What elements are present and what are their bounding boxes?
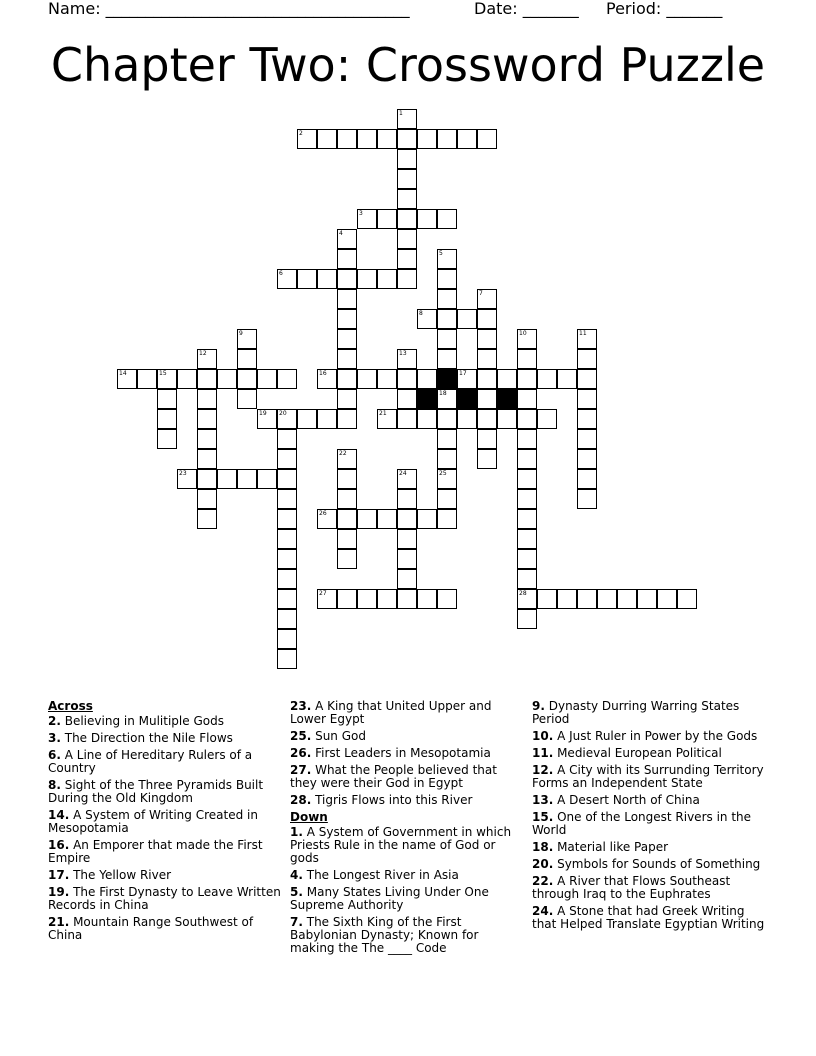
grid-cell[interactable] bbox=[397, 169, 417, 189]
clue-num: 16. bbox=[48, 838, 70, 852]
clue-num: 9. bbox=[532, 699, 545, 713]
clue-num: 2. bbox=[48, 714, 61, 728]
grid-cell[interactable] bbox=[337, 349, 357, 369]
grid-cell[interactable] bbox=[437, 429, 457, 449]
grid-cell[interactable] bbox=[337, 249, 357, 269]
grid-cell[interactable] bbox=[397, 149, 417, 169]
grid-cell[interactable] bbox=[337, 129, 357, 149]
clue-num: 10. bbox=[532, 729, 554, 743]
clue-across bbox=[290, 764, 526, 790]
clue-text: Dynasty Durring Warring States Period bbox=[532, 699, 740, 726]
grid-cell[interactable] bbox=[277, 649, 297, 669]
clue-num: 26. bbox=[290, 746, 312, 760]
clue-num: 14. bbox=[48, 808, 70, 822]
grid-cell[interactable] bbox=[437, 209, 457, 229]
clue-number: 26 bbox=[319, 510, 327, 517]
black-cell bbox=[457, 389, 477, 409]
grid-cell[interactable] bbox=[517, 569, 537, 589]
clue-text: The Longest River in Asia bbox=[302, 868, 459, 882]
grid-cell[interactable] bbox=[377, 589, 397, 609]
clue-list bbox=[48, 700, 768, 960]
grid-cell[interactable] bbox=[397, 549, 417, 569]
page-title: Chapter Two: Crossword Puzzle bbox=[50, 38, 766, 92]
grid-cell[interactable] bbox=[377, 129, 397, 149]
grid-cell[interactable] bbox=[537, 409, 557, 429]
grid-cell[interactable] bbox=[437, 289, 457, 309]
grid-cell[interactable] bbox=[337, 309, 357, 329]
grid-cell[interactable] bbox=[157, 409, 177, 429]
grid-cell[interactable] bbox=[277, 609, 297, 629]
grid-cell[interactable] bbox=[277, 449, 297, 469]
clue-text: The Direction the Nile Flows bbox=[60, 731, 233, 745]
clue-across bbox=[290, 700, 526, 726]
grid-cell[interactable] bbox=[517, 429, 537, 449]
grid-cell[interactable] bbox=[337, 529, 357, 549]
grid-cell[interactable] bbox=[437, 409, 457, 429]
clue-column-3 bbox=[532, 700, 768, 935]
clue-text: A System of Government in which Priests Rule in the name of God or gods bbox=[290, 825, 512, 865]
grid-cell[interactable] bbox=[337, 409, 357, 429]
grid-cell[interactable] bbox=[437, 269, 457, 289]
grid-cell[interactable] bbox=[277, 469, 297, 489]
clue-number: 13 bbox=[399, 350, 407, 357]
grid-cell[interactable] bbox=[357, 269, 377, 289]
clue-number: 5 bbox=[439, 250, 443, 257]
grid-cell[interactable] bbox=[397, 509, 417, 529]
grid-cell[interactable] bbox=[557, 369, 577, 389]
clue-down bbox=[532, 841, 768, 854]
grid-cell[interactable] bbox=[617, 589, 637, 609]
grid-cell[interactable] bbox=[577, 449, 597, 469]
grid-cell[interactable] bbox=[197, 449, 217, 469]
clue-num: 28. bbox=[290, 793, 312, 807]
clue-heading: Across bbox=[48, 699, 93, 713]
grid-cell[interactable] bbox=[197, 489, 217, 509]
clue-num: 8. bbox=[48, 778, 61, 792]
grid-cell[interactable] bbox=[337, 509, 357, 529]
grid-cell[interactable] bbox=[397, 529, 417, 549]
clue-across bbox=[48, 749, 284, 775]
black-cell bbox=[417, 389, 437, 409]
clue-num: 20. bbox=[532, 857, 554, 871]
clue-across bbox=[48, 839, 284, 865]
grid-cell[interactable] bbox=[397, 569, 417, 589]
clue-across bbox=[48, 732, 284, 745]
clue-down bbox=[532, 811, 768, 837]
grid-cell[interactable] bbox=[577, 349, 597, 369]
grid-cell[interactable] bbox=[577, 429, 597, 449]
grid-cell[interactable] bbox=[477, 329, 497, 349]
clue-number: 14 bbox=[119, 370, 127, 377]
clue-text: First Leaders in Mesopotamia bbox=[311, 746, 491, 760]
grid-cell[interactable] bbox=[437, 489, 457, 509]
clue-text: A Just Ruler in Power by the Gods bbox=[553, 729, 758, 743]
clue-down bbox=[290, 869, 526, 882]
clue-num: 19. bbox=[48, 885, 70, 899]
clue-column-1 bbox=[48, 700, 284, 946]
clue-text: Many States Living Under One Supreme Authority bbox=[290, 885, 489, 912]
grid-cell[interactable] bbox=[337, 389, 357, 409]
grid-cell[interactable] bbox=[417, 129, 437, 149]
clue-number: 20 bbox=[279, 410, 287, 417]
grid-cell[interactable] bbox=[257, 369, 277, 389]
grid-cell[interactable] bbox=[517, 529, 537, 549]
grid-cell[interactable] bbox=[477, 429, 497, 449]
grid-cell[interactable] bbox=[477, 449, 497, 469]
grid-cell[interactable] bbox=[357, 129, 377, 149]
clue-text: One of the Longest Rivers in the World bbox=[532, 810, 752, 837]
clue-text: A Line of Hereditary Rulers of a Country bbox=[48, 748, 253, 775]
grid-cell[interactable] bbox=[457, 129, 477, 149]
grid-cell[interactable] bbox=[577, 469, 597, 489]
clue-num: 27. bbox=[290, 763, 312, 777]
clue-number: 24 bbox=[399, 470, 407, 477]
clue-text: Tigris Flows into this River bbox=[311, 793, 473, 807]
grid-cell[interactable] bbox=[297, 269, 317, 289]
grid-cell[interactable] bbox=[417, 589, 437, 609]
grid-cell[interactable] bbox=[417, 209, 437, 229]
clue-number: 4 bbox=[339, 230, 343, 237]
grid-cell[interactable] bbox=[297, 409, 317, 429]
grid-cell[interactable] bbox=[357, 369, 377, 389]
clue-text: A System of Writing Created in Mesopotamia bbox=[48, 808, 258, 835]
grid-cell[interactable] bbox=[317, 129, 337, 149]
grid-cell[interactable] bbox=[397, 249, 417, 269]
grid-cell[interactable] bbox=[577, 389, 597, 409]
grid-cell[interactable] bbox=[477, 309, 497, 329]
grid-cell[interactable] bbox=[337, 549, 357, 569]
grid-cell[interactable] bbox=[397, 369, 417, 389]
grid-cell[interactable] bbox=[517, 469, 537, 489]
clue-number: 6 bbox=[279, 270, 283, 277]
grid-cell[interactable] bbox=[317, 409, 337, 429]
grid-cell[interactable] bbox=[377, 369, 397, 389]
grid-cell[interactable] bbox=[277, 429, 297, 449]
grid-cell[interactable] bbox=[457, 309, 477, 329]
grid-cell[interactable] bbox=[237, 389, 257, 409]
grid-cell[interactable] bbox=[277, 589, 297, 609]
clue-down bbox=[532, 858, 768, 871]
clue-num: 13. bbox=[532, 793, 554, 807]
grid-cell[interactable] bbox=[157, 429, 177, 449]
clue-down bbox=[290, 826, 526, 865]
grid-cell[interactable] bbox=[277, 629, 297, 649]
grid-cell[interactable] bbox=[477, 349, 497, 369]
clue-text: The Yellow River bbox=[69, 868, 172, 882]
grid-cell[interactable] bbox=[397, 209, 417, 229]
grid-cell[interactable] bbox=[417, 369, 437, 389]
grid-cell[interactable] bbox=[517, 409, 537, 429]
grid-cell[interactable] bbox=[337, 269, 357, 289]
grid-cell[interactable] bbox=[477, 129, 497, 149]
clue-number: 23 bbox=[179, 470, 187, 477]
grid-cell[interactable] bbox=[377, 509, 397, 529]
clue-num: 11. bbox=[532, 746, 554, 760]
clue-num: 15. bbox=[532, 810, 554, 824]
black-cell bbox=[497, 389, 517, 409]
clue-number: 9 bbox=[239, 330, 243, 337]
grid-cell[interactable] bbox=[197, 429, 217, 449]
grid-cell[interactable] bbox=[517, 449, 537, 469]
clue-text: Medieval European Political bbox=[553, 746, 722, 760]
grid-cell[interactable] bbox=[337, 589, 357, 609]
name-field[interactable]: Name: ______________________________________ bbox=[48, 0, 410, 18]
clue-text: Sun God bbox=[311, 729, 366, 743]
clue-down bbox=[532, 730, 768, 743]
clue-text: The First Dynasty to Leave Written Records in China bbox=[48, 885, 281, 912]
grid-cell[interactable] bbox=[397, 409, 417, 429]
clue-number: 28 bbox=[519, 590, 527, 597]
clue-text: What the People believed that they were their God in Egypt bbox=[290, 763, 497, 790]
clue-num: 5. bbox=[290, 885, 303, 899]
grid-cell[interactable] bbox=[277, 489, 297, 509]
grid-cell[interactable] bbox=[197, 509, 217, 529]
grid-cell[interactable] bbox=[177, 369, 197, 389]
clue-number: 12 bbox=[199, 350, 207, 357]
grid-cell[interactable] bbox=[377, 209, 397, 229]
clue-heading: Down bbox=[290, 810, 328, 824]
clue-down bbox=[532, 700, 768, 726]
clue-text: An Emporer that made the First Empire bbox=[48, 838, 263, 865]
grid-cell[interactable] bbox=[657, 589, 677, 609]
clue-text: Believing in Mulitiple Gods bbox=[60, 714, 224, 728]
clue-num: 6. bbox=[48, 748, 61, 762]
grid-cell[interactable] bbox=[417, 509, 437, 529]
clue-number: 8 bbox=[419, 310, 423, 317]
clue-number: 11 bbox=[579, 330, 587, 337]
grid-cell[interactable] bbox=[397, 589, 417, 609]
grid-cell[interactable] bbox=[337, 469, 357, 489]
grid-cell[interactable] bbox=[577, 369, 597, 389]
grid-cell[interactable] bbox=[357, 589, 377, 609]
grid-cell[interactable] bbox=[577, 489, 597, 509]
grid-cell[interactable] bbox=[477, 409, 497, 429]
clue-num: 23. bbox=[290, 699, 312, 713]
grid-cell[interactable] bbox=[197, 369, 217, 389]
grid-cell[interactable] bbox=[337, 289, 357, 309]
clue-number: 19 bbox=[259, 410, 267, 417]
clue-num: 22. bbox=[532, 874, 554, 888]
grid-cell[interactable] bbox=[437, 349, 457, 369]
grid-cell[interactable] bbox=[337, 489, 357, 509]
grid-cell[interactable] bbox=[257, 469, 277, 489]
clue-text: A Stone that had Greek Writing that Helped Translate Egyptian Writing bbox=[532, 904, 765, 931]
clue-num: 24. bbox=[532, 904, 554, 918]
period-field[interactable]: Period: _______ bbox=[606, 0, 723, 18]
grid-cell[interactable] bbox=[197, 409, 217, 429]
grid-cell[interactable] bbox=[277, 549, 297, 569]
grid-cell[interactable] bbox=[517, 369, 537, 389]
grid-cell[interactable] bbox=[397, 389, 417, 409]
clue-number: 22 bbox=[339, 450, 347, 457]
grid-cell[interactable] bbox=[237, 349, 257, 369]
clue-text: Sight of the Three Pyramids Built During the Old Kingdom bbox=[48, 778, 264, 805]
clue-number: 17 bbox=[459, 370, 467, 377]
grid-cell[interactable] bbox=[577, 589, 597, 609]
grid-cell[interactable] bbox=[277, 369, 297, 389]
grid-cell[interactable] bbox=[537, 589, 557, 609]
grid-cell[interactable] bbox=[457, 409, 477, 429]
grid-cell[interactable] bbox=[517, 389, 537, 409]
grid-cell[interactable] bbox=[197, 469, 217, 489]
grid-cell[interactable] bbox=[237, 369, 257, 389]
clue-number: 1 bbox=[399, 110, 403, 117]
clue-number: 15 bbox=[159, 370, 167, 377]
clue-number: 21 bbox=[379, 410, 387, 417]
clue-text: Symbols for Sounds of Something bbox=[553, 857, 761, 871]
grid-cell[interactable] bbox=[397, 189, 417, 209]
grid-cell[interactable] bbox=[217, 369, 237, 389]
grid-cell[interactable] bbox=[597, 589, 617, 609]
grid-cell[interactable] bbox=[337, 329, 357, 349]
clue-down bbox=[532, 875, 768, 901]
clue-across bbox=[48, 779, 284, 805]
grid-cell[interactable] bbox=[317, 269, 337, 289]
grid-cell[interactable] bbox=[517, 509, 537, 529]
grid-cell[interactable] bbox=[357, 509, 377, 529]
clue-down bbox=[290, 886, 526, 912]
grid-cell[interactable] bbox=[337, 369, 357, 389]
crossword-grid bbox=[117, 109, 717, 689]
grid-cell[interactable] bbox=[157, 389, 177, 409]
clue-down bbox=[532, 764, 768, 790]
clue-number: 2 bbox=[299, 130, 303, 137]
grid-cell[interactable] bbox=[497, 369, 517, 389]
grid-cell[interactable] bbox=[437, 309, 457, 329]
grid-cell[interactable] bbox=[237, 469, 257, 489]
clue-down bbox=[532, 794, 768, 807]
clue-text: Mountain Range Southwest of China bbox=[48, 915, 254, 942]
grid-cell[interactable] bbox=[277, 569, 297, 589]
grid-cell[interactable] bbox=[637, 589, 657, 609]
clue-down bbox=[532, 905, 768, 931]
grid-cell[interactable] bbox=[437, 449, 457, 469]
grid-cell[interactable] bbox=[277, 529, 297, 549]
grid-cell[interactable] bbox=[677, 589, 697, 609]
clue-text: A Desert North of China bbox=[553, 793, 700, 807]
clue-across bbox=[48, 809, 284, 835]
clue-num: 18. bbox=[532, 840, 554, 854]
grid-cell[interactable] bbox=[557, 589, 577, 609]
clue-num: 4. bbox=[290, 868, 303, 882]
clue-num: 7. bbox=[290, 915, 303, 929]
grid-cell[interactable] bbox=[577, 409, 597, 429]
grid-cell[interactable] bbox=[197, 389, 217, 409]
grid-cell[interactable] bbox=[437, 329, 457, 349]
clue-number: 10 bbox=[519, 330, 527, 337]
clue-text: Material like Paper bbox=[553, 840, 669, 854]
grid-cell[interactable] bbox=[217, 469, 237, 489]
clue-text: A King that United Upper and Lower Egypt bbox=[290, 699, 492, 726]
clue-across bbox=[48, 916, 284, 942]
clue-across bbox=[48, 715, 284, 728]
black-cell bbox=[437, 369, 457, 389]
clue-across bbox=[48, 886, 284, 912]
clue-across bbox=[48, 869, 284, 882]
clue-num: 3. bbox=[48, 731, 61, 745]
clue-text: A River that Flows Southeast through Iraq to the Euphrates bbox=[532, 874, 731, 901]
clue-column-2 bbox=[290, 700, 526, 959]
clue-number: 16 bbox=[319, 370, 327, 377]
grid-cell[interactable] bbox=[517, 549, 537, 569]
clue-num: 25. bbox=[290, 729, 312, 743]
grid-cell[interactable] bbox=[397, 129, 417, 149]
clue-text: The Sixth King of the First Babylonian Dynasty; Known for making the The ____ Code bbox=[290, 915, 479, 955]
grid-cell[interactable] bbox=[517, 609, 537, 629]
grid-cell[interactable] bbox=[477, 389, 497, 409]
clue-down bbox=[290, 916, 526, 955]
grid-cell[interactable] bbox=[517, 349, 537, 369]
clue-number: 3 bbox=[359, 210, 363, 217]
grid-cell[interactable] bbox=[497, 409, 517, 429]
clue-down bbox=[532, 747, 768, 760]
grid-cell[interactable] bbox=[397, 269, 417, 289]
grid-cell[interactable] bbox=[397, 489, 417, 509]
clue-across bbox=[290, 794, 526, 807]
clue-number: 7 bbox=[479, 290, 483, 297]
clue-number: 25 bbox=[439, 470, 447, 477]
clue-number: 27 bbox=[319, 590, 327, 597]
grid-cell[interactable] bbox=[377, 269, 397, 289]
clue-num: 21. bbox=[48, 915, 70, 929]
grid-cell[interactable] bbox=[437, 509, 457, 529]
clue-num: 12. bbox=[532, 763, 554, 777]
date-field[interactable]: Date: _______ bbox=[474, 0, 579, 18]
clue-num: 17. bbox=[48, 868, 70, 882]
header bbox=[48, 0, 768, 20]
grid-cell[interactable] bbox=[417, 409, 437, 429]
grid-cell[interactable] bbox=[437, 129, 457, 149]
grid-cell[interactable] bbox=[517, 489, 537, 509]
grid-cell[interactable] bbox=[137, 369, 157, 389]
grid-cell[interactable] bbox=[437, 589, 457, 609]
grid-cell[interactable] bbox=[277, 509, 297, 529]
clue-number: 18 bbox=[439, 390, 447, 397]
grid-cell[interactable] bbox=[397, 229, 417, 249]
grid-cell[interactable] bbox=[537, 369, 557, 389]
clue-across bbox=[290, 747, 526, 760]
clue-across bbox=[290, 730, 526, 743]
grid-cell[interactable] bbox=[477, 369, 497, 389]
clue-text: A City with its Surrunding Territory Forms an Independent State bbox=[532, 763, 764, 790]
clue-num: 1. bbox=[290, 825, 303, 839]
